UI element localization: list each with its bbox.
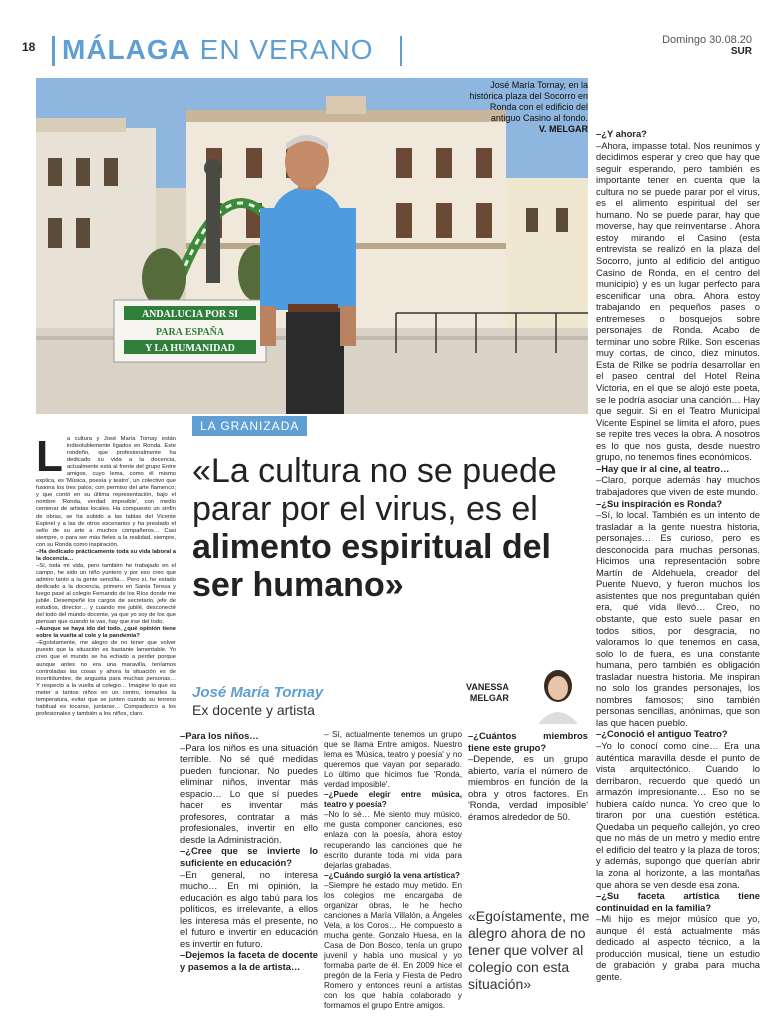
question-11: –¿Su inspiración es Ronda? — [596, 497, 723, 509]
question-2: –Aunque se haya ido del todo, ¿qué opinión tiene sobre la vuelta al cole y la pandemia? — [36, 626, 176, 640]
section-title — [62, 34, 374, 66]
interviewee-name: José María Tornay — [192, 684, 324, 701]
question-4: –¿Cree que se invierte lo suficiente en educación? — [180, 845, 318, 869]
question-12: –¿Conoció el antiguo Teatro? — [596, 728, 728, 740]
author-last-name: MELGAR — [469, 693, 509, 703]
answer-10: –Claro, porque además hay muchos trabajadores que viven de este mundo. — [596, 474, 760, 497]
answer-1: –Sí, toda mi vida, pero también he trabajado en el campo, he sido un niño yuntero y por eso creo que admiro tanto a la gente sencilla… Pero sí, he estado dedicado a la docencia, primero en Santa Teresa y luego pasé al colegio Fernando de los Ríos donde me jubilé. Desempeñé los cargos de secretario, jefe de estudios, director… y cuando me jubilé, desconecté del todo del mundo docente, ya que yo soy de los que piensan que cuando te vas, hay que irse del todo. — [36, 562, 176, 626]
issue-date: Domingo 30.08.20 — [662, 34, 752, 46]
answer-8: –Depende, es un grupo abierto, varía el número de miembros en función de la obra y otros factores. En 'Ronda, verdad imposible' éramos alrededor de 50. — [468, 753, 588, 822]
question-10: –Hay que ir al cine, al teatro… — [596, 462, 730, 474]
section-divider-right — [400, 36, 402, 66]
question-8: –¿Cuántos miembros tiene este grupo? — [468, 730, 588, 753]
photo-caption: José María Tornay, en la histórica plaza del Socorro en Ronda con el edificio del antiguo Casino al fondo. — [469, 80, 588, 123]
question-1: –Ha dedicado prácticamente toda su vida laboral a la docencia… — [36, 548, 176, 562]
interviewee-role: Ex docente y artista — [192, 702, 315, 718]
answer-9: –Ahora, impasse total. Nos reunimos y decidimos esperar y creo que hay que seguir esperando, pero también es importante tener en cuenta que la cultura no se puede parar por el virus, es el alimento espiritual del ser humano. No se puede parar, hay que moverse, hay que reinventarse . Ahora estoy mirando el Casino (esta entrevista se realizó en la plaza del Socorro, junto al edificio del antiguo Casino de Ronda, en el centro del municipio) y es un lugar perfecto para escenificar una obra. Ahora estoy trabajando en pequeños pases o entremeses o bosquejos sobre personajes de Ronda. Acabo de terminar uno sobre Rilke. Son escenas muy cortas, de cinco, diez minutos. Esta de Rilke se podría desarrollar en el paseo central del Hotel Reina Victoria, en el que se alojó este poeta, se le podría asociar una canción… Hay que seguir. Si en el Teatro Municipal Vicente Espinel se limita el aforo, pues se repite tres veces la obra. A nosotros es lo que nos gusta, desde nuestro grupo, no tenemos fines económicos. — [596, 139, 760, 463]
answer-4: –En general, no interesa mucho… En mi opinión, la educación es algo tabú para los políticos, es irrelevante, a ellos les interesa más el presente, no el futuro e invertir en educación es invertir en futuro. — [180, 868, 318, 949]
photo-caption-block — [468, 80, 588, 135]
question-5: –Dejemos la faceta de docente y pasemos a la de artista… — [180, 949, 318, 972]
answer-3: –Para los niños es una situación terrible. No sé qué medidas pueden funcionar. No puedes eliminar niños, inventar más espacio… Lo que sí puedes hacer es inventar más profesores, contratar a más profesionales, invertir en ello desde la Administración. — [180, 741, 318, 845]
newspaper-brand: SUR — [730, 46, 752, 57]
section-title-bold: MÁLAGA — [62, 34, 191, 65]
headline-plain: «La cultura no se puede parar por el virus, es el — [192, 452, 557, 528]
dropcap: L — [36, 432, 63, 481]
plaque-line-3: Y LA HUMANIDAD — [145, 343, 235, 354]
page-number: 18 — [22, 40, 36, 54]
answer-6: –No lo sé… Me siento muy músico, me gusta componer canciones, eso enlaza con la poesía, ahora estoy recuperando las canciones que he escrito durante toda mi vida para dejarlas grabadas. — [324, 810, 462, 870]
section-divider — [52, 36, 55, 66]
question-7: –¿Cuándo surgió la vena artística? — [324, 870, 461, 880]
headline-bold: alimento espiritual del ser humano» — [192, 528, 551, 604]
question-3: –Para los niños… — [180, 730, 259, 741]
article-column-4 — [468, 730, 588, 822]
author-avatar — [528, 664, 588, 724]
plaque-line-1: ANDALUCIA POR SI — [141, 309, 239, 320]
issue-date-block — [662, 34, 752, 57]
answer-5: – Sí, actualmente tenemos un grupo que se llama Entre amigos. Nuestro lema es 'Música, teatro y poesía' y no queremos que vayan por separado. Lo último que hicimos fue 'Ronda, verdad imposible'. — [324, 730, 462, 790]
answer-13: –Mi hijo es mejor músico que yo, aunque él está actualmente más dedicado al aspecto técnico, a la producción musical, tiene un estudio de grabación y graba para mucha gente. — [596, 913, 760, 982]
answer-11: –Sí, lo local. También es un intento de trasladar a la gente nuestra historia, personajes… Es curioso, pero es desconocida para muchas personas. Hicimos una representación sobre Martín de Aldehuela, creador del Puente Nuevo, y fueron muchos los asistentes que nos preguntaban quién era, qué vida llevó… Creo, no obstante, que esto suele pasar en todos sitios, por desgracia, no valoramos lo que tenemos en casa, solo lo de fuera, es una constante humana, pero también es obligación trasladar nuestra historia. Me inspiran no solo los grandes personajes, los nombres famosos; sino también personas sencillas, anónimas, que son las que hacen pueblo. — [596, 509, 760, 728]
article-column-2 — [180, 730, 318, 972]
answer-12: –Yo lo conocí como cine… Era una auténtica maravilla desde el punto de vista arquitectónico. Cuando lo derribaron, recuerdo que quedó un armazón impresionante… Eso no se hubiera caído nunca. Yo creo que lo tiraron por una cuestión estética. Quedaba un pequeño callejón, yo creo que no más de un metro y medio entre el edificio del teatro y la plaza de toros; y además, supongo que querían abrir la zona al horizonte, a las montañas que ahora se ven desde esa zona. — [596, 739, 760, 890]
article-column-1 — [36, 432, 176, 718]
pull-quote: «Egoístamente, me alegro ahora de no tener que volver al colegio con esta situación» — [468, 908, 590, 992]
article-intro: a cultura y José María Tornay están indisolublemente ligados en Ronda. Este rondeño, que profesionalmente ha dedicado su vida a la docencia, actualmente está al frente del grupo Entre amigos, cuyo lema, como él mismo explica, es 'Música, poesía y teatro', un colectivo que fusiona los tres palos, con permiso del arte flamenco; y que contó en su última representación, bajo el nombre 'Ronda, verdad imposible', con medio centenar de artistas locales. Ha compuesto un sinfín de obras, se ha subido a las tablas del Vicente Espinel y a las de otros escenarios y ha prestado el sello de su arte a muchos compañeros… Casi siempre, o para ser más fieles a la realidad, siempre, con su Ronda como inspiración. — [36, 436, 176, 548]
headline — [192, 452, 588, 604]
article-column-3 — [324, 730, 462, 1011]
photo-credit: V. MELGAR — [538, 124, 588, 134]
author-first-name: VANESSA — [466, 682, 509, 692]
question-9: –¿Y ahora? — [596, 128, 647, 139]
question-6: –¿Puede elegir entre música, teatro y poesía? — [324, 790, 462, 810]
question-13: –¿Su faceta artística tiene continuidad en la familia? — [596, 890, 760, 913]
answer-7: –Siempre he estado muy metido. En los colegios me encargaba de organizar obras, le he hecho canciones a María Villalón, a Ángeles Vela, a los Coros… He compuesto a mucha gente. Gonzalo Huesa, en la Casa de Don Bosco, tenía un grupo juvenil y había uno musical y yo formaba parte de él. En 2009 hice el pregón de la Feria y Fiesta de Pedro Romero y entonces reuní a artistas con los que había colaborado y formamos el grupo Entre amigos. — [324, 880, 462, 1011]
plaque-line-2: PARA ESPAÑA — [155, 327, 225, 338]
article-column-5 — [596, 128, 760, 982]
answer-2: –Egoístamente, me alegro de no tener que volver puesto que la situación es bastante lamentable. Yo creo que el mundo se ha echado a perder porque aunque antes no era una maravilla, teníamos controladas las cosas y ahora la situación es de incertidumbre, de angustia para muchas personas… Y respecto a la vuelta al colegio… Imagine lo que es meter a tantos niños en un centro, tomarles la temperatura, evitar que se junten cuando su terreno habitual es tocarse, juntarse… Compadezco a los profesionales y también a los niños, claro. — [36, 640, 176, 717]
section-title-light: EN VERANO — [199, 34, 374, 65]
article-tag: LA GRANIZADA — [192, 416, 307, 436]
author-byline — [466, 682, 509, 704]
